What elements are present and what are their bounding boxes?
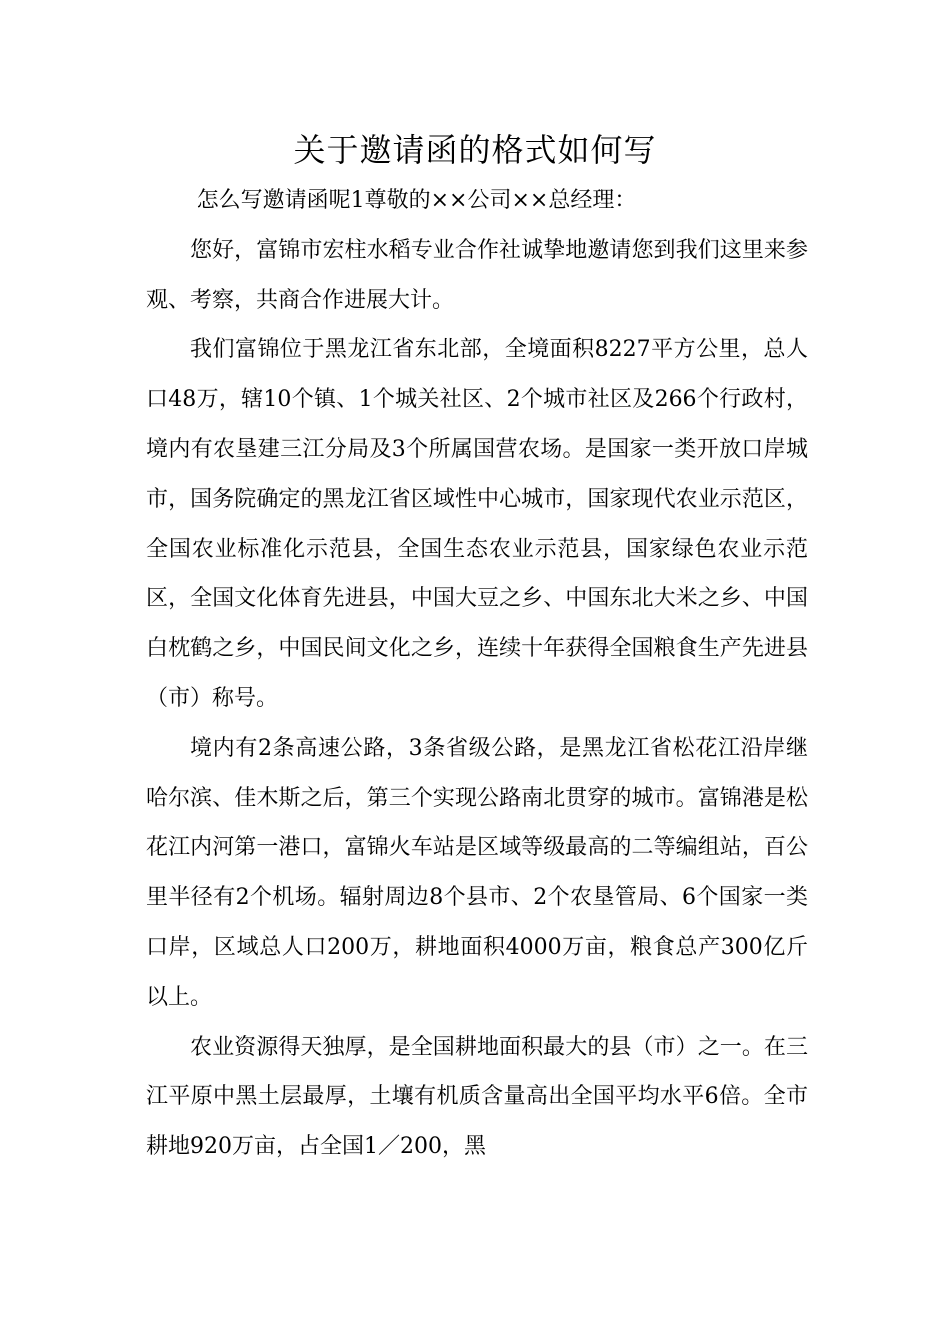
paragraph-salutation: 怎么写邀请函呢1尊敬的××公司××总经理： <box>196 188 637 213</box>
document-body <box>146 176 808 1172</box>
document-title: 关于邀请函的格式如何写 <box>293 131 657 169</box>
paragraph-location: 我们富锦位于黑龙江省东北部，全境面积8227平方公里，总人口48万，辖10个镇、1个城关社区、2个城市社区及266个行政村，境内有农垦建三江分局及3个所属国营农场。是国家一类开放口岸城市，国务院确定的黑龙江省区域性中心城市，国家现代农业示范区，全国农业标准化示范县，全国生态农业示范县，国家绿色农业示范区，全国文化体育先进县，中国大豆之乡、中国东北大米之乡、中国白枕鹤之乡，中国民间文化之乡，连续十年获得全国粮食生产先进县（市）称号。 <box>146 337 808 711</box>
paragraph-greeting: 您好，富锦市宏柱水稻专业合作社诚挚地邀请您到我们这里来参观、考察，共商合作进展大计。 <box>146 237 808 313</box>
paragraph-agriculture: 农业资源得天独厚，是全国耕地面积最大的县（市）之一。在三江平原中黑土层最厚，土壤有机质含量高出全国平均水平6倍。全市耕地920万亩，占全国1／200，黑 <box>146 1034 808 1160</box>
paragraph-transport: 境内有2条高速公路，3条省级公路，是黑龙江省松花江沿岸继哈尔滨、佳木斯之后，第三个实现公路南北贯穿的城市。富锦港是松花江内河第一港口，富锦火车站是区域等级最高的二等编组站，百公里半径有2个机场。辐射周边8个县市、2个农垦管局、6个国家一类口岸，区域总人口200万，耕地面积4000万亩，粮食总产300亿斤以上。 <box>146 735 808 1010</box>
